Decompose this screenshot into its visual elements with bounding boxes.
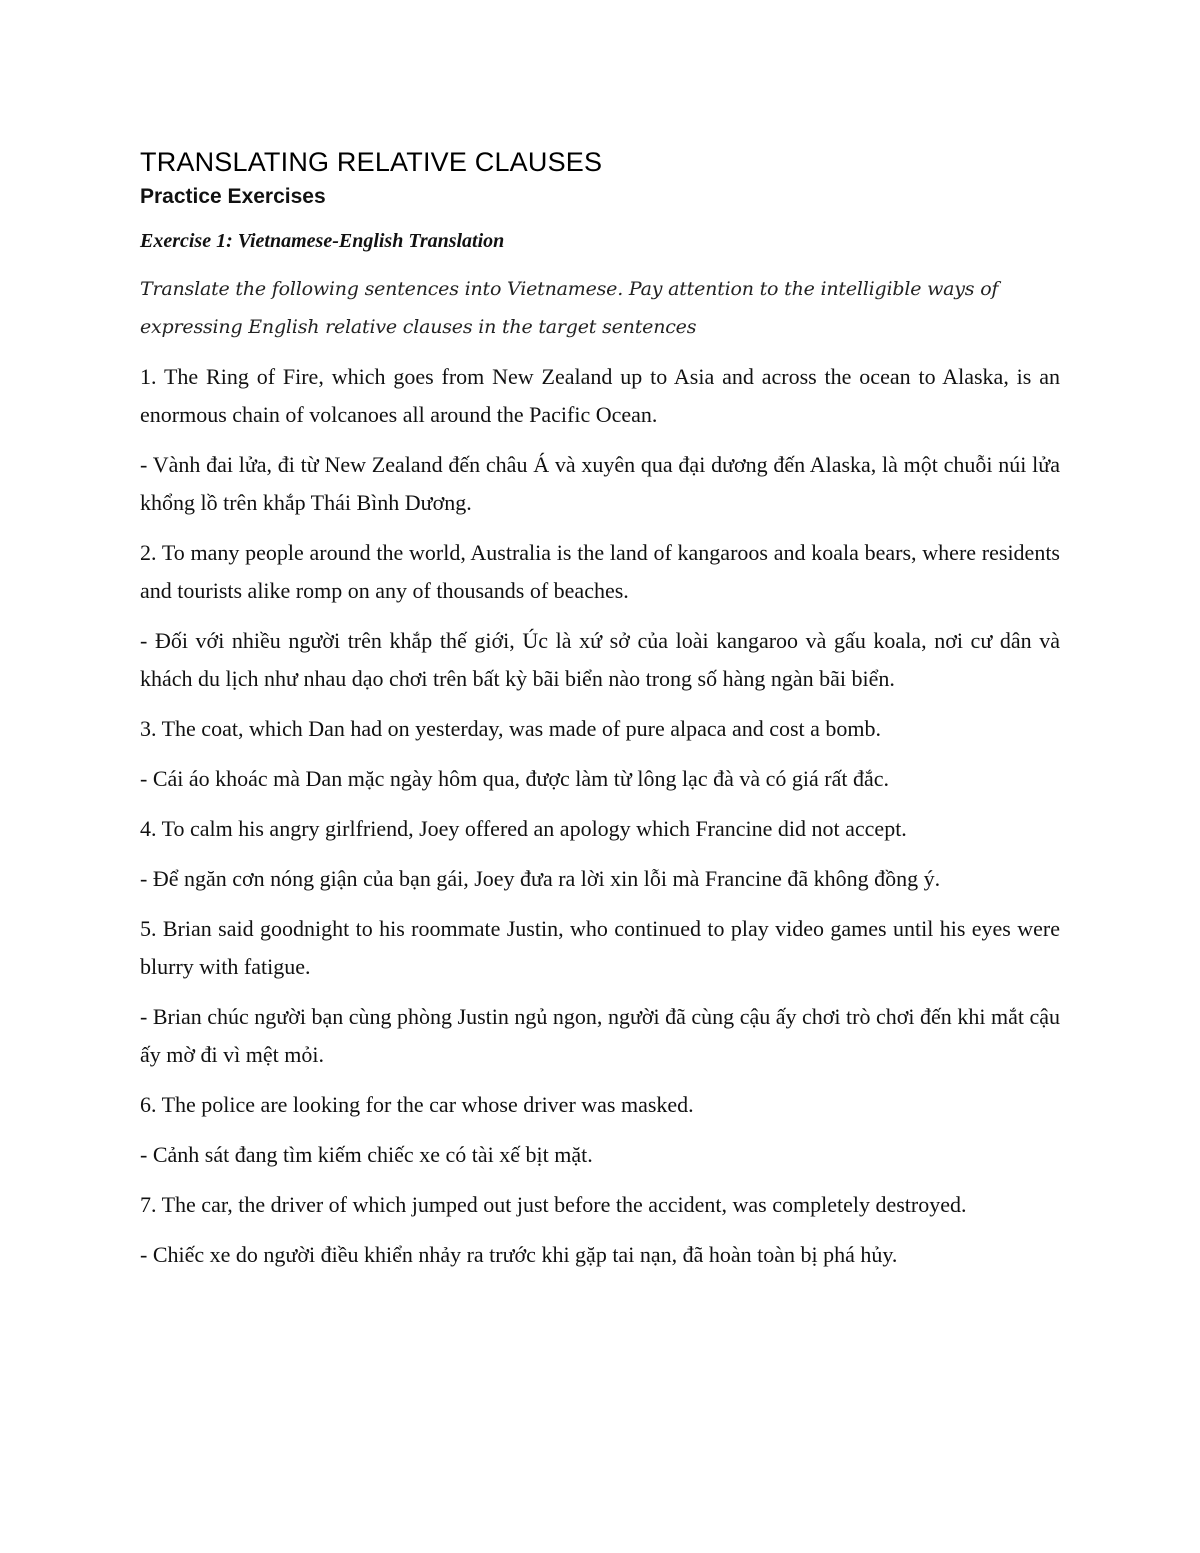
english-sentence-2: 2. To many people around the world, Australia is the land of kangaroos and koala bears, where residents and tourists alike romp on any of thousands of beaches. xyxy=(140,540,1060,603)
exercise-heading: Exercise 1: Vietnamese-English Translation xyxy=(140,230,505,252)
english-sentence-3: 3. The coat, which Dan had on yesterday, was made of pure alpaca and cost a bomb. xyxy=(140,716,882,741)
english-sentence-1: 1. The Ring of Fire, which goes from New Zealand up to Asia and across the ocean to Alaska, is an enormous chain of volcanoes all around the Pacific Ocean. xyxy=(140,364,1060,427)
english-sentence-5: 5. Brian said goodnight to his roommate Justin, who continued to play video games until his eyes were blurry with fatigue. xyxy=(140,916,1060,979)
english-sentence-7: 7. The car, the driver of which jumped out just before the accident, was completely destroyed. xyxy=(140,1192,967,1217)
vietnamese-translation-6: - Cảnh sát đang tìm kiếm chiếc xe có tài xế bịt mặt. xyxy=(140,1142,593,1167)
english-sentence-4: 4. To calm his angry girlfriend, Joey offered an apology which Francine did not accept. xyxy=(140,816,907,841)
vietnamese-translation-4: - Để ngăn cơn nóng giận của bạn gái, Joey đưa ra lời xin lỗi mà Francine đã không đồng ý. xyxy=(140,866,941,891)
document-title: TRANSLATING RELATIVE CLAUSES xyxy=(140,147,603,177)
vietnamese-translation-2: - Đối với nhiều người trên khắp thế giới, Úc là xứ sở của loài kangaroo và gấu koala, nơi cư dân và khách du lịch như nhau dạo chơi trên bất kỳ bãi biển nào trong số hàng ngàn bãi biển. xyxy=(140,628,1060,691)
vietnamese-translation-5: - Brian chúc người bạn cùng phòng Justin ngủ ngon, người đã cùng cậu ấy chơi trò chơi đến khi mắt cậu ấy mờ đi vì mệt mỏi. xyxy=(140,1004,1060,1067)
english-sentence-6: 6. The police are looking for the car whose driver was masked. xyxy=(140,1092,694,1117)
document-page xyxy=(140,142,1060,1274)
vietnamese-translation-1: - Vành đai lửa, đi từ New Zealand đến châu Á và xuyên qua đại dương đến Alaska, là một chuỗi núi lửa khổng lồ trên khắp Thái Bình Dương. xyxy=(140,452,1060,515)
vietnamese-translation-7: - Chiếc xe do người điều khiển nhảy ra trước khi gặp tai nạn, đã hoàn toàn bị phá hủy. xyxy=(140,1242,898,1267)
exercise-instruction: Translate the following sentences into Vietnamese. Pay attention to the intelligible ways of expressing English relative clauses in the target sentences xyxy=(140,278,999,338)
document-subtitle: Practice Exercises xyxy=(140,185,326,208)
vietnamese-translation-3: - Cái áo khoác mà Dan mặc ngày hôm qua, được làm từ lông lạc đà và có giá rất đắc. xyxy=(140,766,889,791)
